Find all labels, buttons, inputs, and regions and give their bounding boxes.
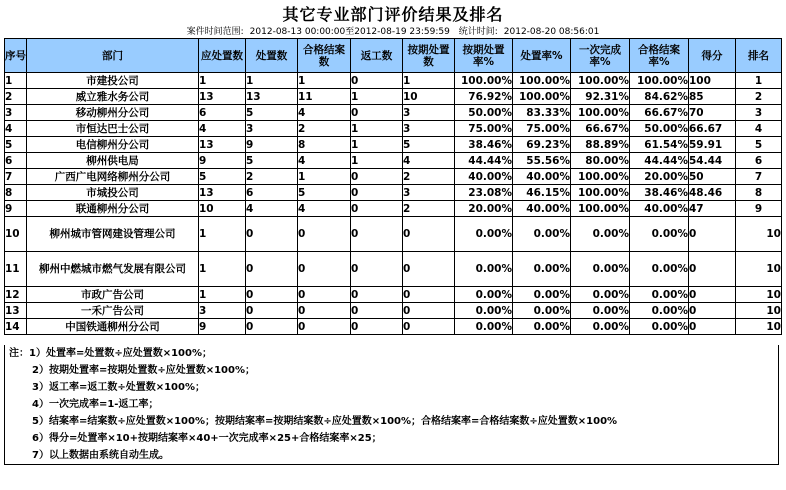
- score: 0: [689, 252, 736, 287]
- table-row: [5, 319, 782, 335]
- qualified-closed-count: 1: [298, 73, 351, 89]
- score: 85: [689, 89, 736, 105]
- handling-rate: 40.00%: [513, 169, 571, 185]
- first-pass-rate: 100.00%: [571, 201, 630, 217]
- header-cell: 处置数: [246, 39, 298, 73]
- on-time-count: 3: [403, 185, 455, 201]
- on-time-count: 10: [403, 89, 455, 105]
- table-row: [5, 185, 782, 201]
- to-handle-count: 1: [199, 73, 246, 89]
- on-time-count: 0: [403, 287, 455, 303]
- rank: 10: [736, 287, 782, 303]
- row-index: 6: [5, 153, 27, 169]
- on-time-count: 0: [403, 217, 455, 252]
- range-label: 案件时间范围:: [186, 27, 244, 37]
- on-time-count: 3: [403, 121, 455, 137]
- row-index: 11: [5, 252, 27, 287]
- to-handle-count: 13: [199, 89, 246, 105]
- on-time-rate: 40.00%: [455, 169, 513, 185]
- row-index: 13: [5, 303, 27, 319]
- on-time-rate: 38.46%: [455, 137, 513, 153]
- department-name: 电信柳州分公司: [27, 137, 199, 153]
- handled-count: 5: [246, 153, 298, 169]
- department-name: 市恒达巴士公司: [27, 121, 199, 137]
- to-handle-count: 1: [199, 287, 246, 303]
- handled-count: 3: [246, 121, 298, 137]
- on-time-count: 0: [403, 303, 455, 319]
- on-time-rate: 100.00%: [455, 73, 513, 89]
- table-row: [5, 105, 782, 121]
- on-time-count: 1: [403, 73, 455, 89]
- qualified-close-rate: 0.00%: [630, 319, 689, 335]
- department-name: 广西广电网络柳州分公司: [27, 169, 199, 185]
- score: 59.91: [689, 137, 736, 153]
- header-cell: 部门: [27, 39, 199, 73]
- first-pass-rate: 92.31%: [571, 89, 630, 105]
- handling-rate: 40.00%: [513, 201, 571, 217]
- qualified-closed-count: 11: [298, 89, 351, 105]
- qualified-close-rate: 66.67%: [630, 105, 689, 121]
- on-time-rate: 0.00%: [455, 303, 513, 319]
- header-cell: 一次完成率%: [571, 39, 630, 73]
- note-line: 6）得分=处置率×10+按期结案率×40+一次完成率×25+合格结案率×25；: [32, 433, 382, 444]
- qualified-close-rate: 38.46%: [630, 185, 689, 201]
- stat-time-value: 2012-08-20 08:56:01: [503, 27, 600, 37]
- header-cell: 应处置数: [199, 39, 246, 73]
- row-index: 10: [5, 217, 27, 252]
- score: 66.67: [689, 121, 736, 137]
- header-cell: 合格结案率%: [630, 39, 689, 73]
- handling-rate: 46.15%: [513, 185, 571, 201]
- first-pass-rate: 0.00%: [571, 319, 630, 335]
- row-index: 14: [5, 319, 27, 335]
- row-index: 9: [5, 201, 27, 217]
- header-cell: 得分: [689, 39, 736, 73]
- handled-count: 2: [246, 169, 298, 185]
- department-name: 市建投公司: [27, 73, 199, 89]
- table-row: [5, 201, 782, 217]
- score: 47: [689, 201, 736, 217]
- first-pass-rate: 0.00%: [571, 287, 630, 303]
- handled-count: 0: [246, 287, 298, 303]
- score: 100: [689, 73, 736, 89]
- on-time-rate: 75.00%: [455, 121, 513, 137]
- department-name: 市政广告公司: [27, 287, 199, 303]
- rank: 10: [736, 217, 782, 252]
- table-row: [5, 252, 782, 287]
- score: 0: [689, 319, 736, 335]
- handling-rate: 0.00%: [513, 217, 571, 252]
- table-row: [5, 287, 782, 303]
- qualified-close-rate: 50.00%: [630, 121, 689, 137]
- rework-count: 0: [351, 185, 403, 201]
- qualified-closed-count: 2: [298, 121, 351, 137]
- rank: 1: [736, 73, 782, 89]
- qualified-closed-count: 4: [298, 153, 351, 169]
- table-row: [5, 303, 782, 319]
- department-name: 柳州城市管网建设管理公司: [27, 217, 199, 252]
- rank: 9: [736, 201, 782, 217]
- rank: 10: [736, 319, 782, 335]
- first-pass-rate: 0.00%: [571, 252, 630, 287]
- to-handle-count: 10: [199, 201, 246, 217]
- handling-rate: 0.00%: [513, 252, 571, 287]
- rework-count: 1: [351, 89, 403, 105]
- rank: 8: [736, 185, 782, 201]
- table-row: [5, 73, 782, 89]
- table-header-row: [5, 39, 782, 73]
- header-cell: 处置率%: [513, 39, 571, 73]
- qualified-close-rate: 100.00%: [630, 73, 689, 89]
- department-name: 移动柳州分公司: [27, 105, 199, 121]
- score: 70: [689, 105, 736, 121]
- qualified-closed-count: 0: [298, 319, 351, 335]
- on-time-rate: 0.00%: [455, 217, 513, 252]
- row-index: 5: [5, 137, 27, 153]
- table-row: [5, 89, 782, 105]
- rank: 10: [736, 303, 782, 319]
- department-name: 市城投公司: [27, 185, 199, 201]
- table-row: [5, 217, 782, 252]
- header-cell: 按期处置率%: [455, 39, 513, 73]
- score: 0: [689, 217, 736, 252]
- qualified-closed-count: 5: [298, 185, 351, 201]
- note-line: 3）返工率=返工数÷处置数×100%；: [32, 382, 205, 393]
- rework-count: 0: [351, 73, 403, 89]
- on-time-rate: 50.00%: [455, 105, 513, 121]
- to-handle-count: 13: [199, 185, 246, 201]
- department-name: 柳州供电局: [27, 153, 199, 169]
- qualified-close-rate: 0.00%: [630, 287, 689, 303]
- rank: 2: [736, 89, 782, 105]
- qualified-closed-count: 0: [298, 252, 351, 287]
- qualified-closed-count: 0: [298, 303, 351, 319]
- handling-rate: 83.33%: [513, 105, 571, 121]
- on-time-rate: 20.00%: [455, 201, 513, 217]
- qualified-closed-count: 4: [298, 105, 351, 121]
- rank: 4: [736, 121, 782, 137]
- rank: 6: [736, 153, 782, 169]
- on-time-count: 2: [403, 169, 455, 185]
- row-index: 4: [5, 121, 27, 137]
- handling-rate: 0.00%: [513, 319, 571, 335]
- handled-count: 0: [246, 319, 298, 335]
- header-cell: 序号: [5, 39, 27, 73]
- score: 48.46: [689, 185, 736, 201]
- row-index: 12: [5, 287, 27, 303]
- on-time-rate: 0.00%: [455, 287, 513, 303]
- on-time-count: 5: [403, 137, 455, 153]
- note-line: 2）按期处置率=按期处置数÷应处置数×100%；: [32, 365, 255, 376]
- handled-count: 5: [246, 105, 298, 121]
- rework-count: 0: [351, 217, 403, 252]
- header-cell: 合格结案数: [298, 39, 351, 73]
- rework-count: 1: [351, 137, 403, 153]
- qualified-closed-count: 1: [298, 169, 351, 185]
- handling-rate: 55.56%: [513, 153, 571, 169]
- note-line: 7）以上数据由系统自动生成。: [32, 450, 169, 461]
- qualified-close-rate: 0.00%: [630, 252, 689, 287]
- on-time-rate: 23.08%: [455, 185, 513, 201]
- row-index: 2: [5, 89, 27, 105]
- handling-rate: 0.00%: [513, 303, 571, 319]
- notes-panel: [4, 345, 779, 465]
- handled-count: 0: [246, 217, 298, 252]
- rework-count: 0: [351, 287, 403, 303]
- rework-count: 0: [351, 319, 403, 335]
- rework-count: 1: [351, 121, 403, 137]
- to-handle-count: 1: [199, 217, 246, 252]
- department-name: 中国铁通柳州分公司: [27, 319, 199, 335]
- stat-time-label: 统计时间:: [458, 27, 498, 37]
- department-name: 威立雅水务公司: [27, 89, 199, 105]
- score: 0: [689, 303, 736, 319]
- qualified-close-rate: 20.00%: [630, 169, 689, 185]
- rework-count: 0: [351, 169, 403, 185]
- rework-count: 1: [351, 153, 403, 169]
- first-pass-rate: 80.00%: [571, 153, 630, 169]
- header-cell: 排名: [736, 39, 782, 73]
- handled-count: 4: [246, 201, 298, 217]
- handled-count: 0: [246, 303, 298, 319]
- score: 50: [689, 169, 736, 185]
- department-name: 一禾广告公司: [27, 303, 199, 319]
- handled-count: 9: [246, 137, 298, 153]
- rework-count: 0: [351, 201, 403, 217]
- first-pass-rate: 0.00%: [571, 217, 630, 252]
- qualified-closed-count: 8: [298, 137, 351, 153]
- on-time-count: 0: [403, 319, 455, 335]
- to-handle-count: 6: [199, 105, 246, 121]
- to-handle-count: 1: [199, 252, 246, 287]
- department-name: 联通柳州分公司: [27, 201, 199, 217]
- qualified-close-rate: 84.62%: [630, 89, 689, 105]
- handling-rate: 100.00%: [513, 89, 571, 105]
- first-pass-rate: 100.00%: [571, 185, 630, 201]
- handled-count: 13: [246, 89, 298, 105]
- on-time-count: 4: [403, 153, 455, 169]
- table-row: [5, 169, 782, 185]
- report-subtitle: [0, 24, 786, 37]
- rank: 10: [736, 252, 782, 287]
- rework-count: 0: [351, 303, 403, 319]
- handling-rate: 75.00%: [513, 121, 571, 137]
- on-time-count: 3: [403, 105, 455, 121]
- rank: 5: [736, 137, 782, 153]
- first-pass-rate: 0.00%: [571, 303, 630, 319]
- to-handle-count: 3: [199, 303, 246, 319]
- report-title: 其它专业部门评价结果及排名: [282, 5, 504, 24]
- table-row: [5, 137, 782, 153]
- row-index: 1: [5, 73, 27, 89]
- handling-rate: 100.00%: [513, 73, 571, 89]
- table-row: [5, 153, 782, 169]
- first-pass-rate: 100.00%: [571, 73, 630, 89]
- note-line: 5）结案率=结案数÷应处置数×100%；按期结案率=按期结案数÷应处置数×100%；合格结案率=合格结案数÷应处置数×100%: [32, 416, 618, 427]
- first-pass-rate: 66.67%: [571, 121, 630, 137]
- qualified-closed-count: 4: [298, 201, 351, 217]
- on-time-rate: 76.92%: [455, 89, 513, 105]
- score: 0: [689, 287, 736, 303]
- to-handle-count: 4: [199, 121, 246, 137]
- on-time-count: 2: [403, 201, 455, 217]
- header-cell: 返工数: [351, 39, 403, 73]
- qualified-close-rate: 40.00%: [630, 201, 689, 217]
- first-pass-rate: 88.89%: [571, 137, 630, 153]
- qualified-closed-count: 0: [298, 217, 351, 252]
- range-value: 2012-08-13 00:00:00至2012-08-19 23:59:59: [249, 27, 450, 37]
- row-index: 7: [5, 169, 27, 185]
- first-pass-rate: 100.00%: [571, 105, 630, 121]
- row-index: 3: [5, 105, 27, 121]
- qualified-close-rate: 0.00%: [630, 303, 689, 319]
- qualified-closed-count: 0: [298, 287, 351, 303]
- table-body: [5, 73, 782, 335]
- handled-count: 1: [246, 73, 298, 89]
- rank: 7: [736, 169, 782, 185]
- department-name: 柳州中燃城市燃气发展有限公司: [27, 252, 199, 287]
- handling-rate: 0.00%: [513, 287, 571, 303]
- on-time-count: 0: [403, 252, 455, 287]
- rework-count: 0: [351, 252, 403, 287]
- qualified-close-rate: 0.00%: [630, 217, 689, 252]
- qualified-close-rate: 61.54%: [630, 137, 689, 153]
- to-handle-count: 5: [199, 169, 246, 185]
- to-handle-count: 9: [199, 319, 246, 335]
- note-line: 4）一次完成率=1-返工率；: [32, 399, 159, 410]
- table-row: [5, 121, 782, 137]
- first-pass-rate: 100.00%: [571, 169, 630, 185]
- handling-rate: 69.23%: [513, 137, 571, 153]
- handled-count: 0: [246, 252, 298, 287]
- rank: 3: [736, 105, 782, 121]
- note-line: 注：1）处置率=处置数÷应处置数×100%；: [9, 348, 212, 359]
- score: 54.44: [689, 153, 736, 169]
- header-cell: 按期处置数: [403, 39, 455, 73]
- row-index: 8: [5, 185, 27, 201]
- on-time-rate: 0.00%: [455, 252, 513, 287]
- to-handle-count: 9: [199, 153, 246, 169]
- on-time-rate: 0.00%: [455, 319, 513, 335]
- to-handle-count: 13: [199, 137, 246, 153]
- qualified-close-rate: 44.44%: [630, 153, 689, 169]
- evaluation-table: [4, 38, 782, 335]
- handled-count: 6: [246, 185, 298, 201]
- on-time-rate: 44.44%: [455, 153, 513, 169]
- rework-count: 0: [351, 105, 403, 121]
